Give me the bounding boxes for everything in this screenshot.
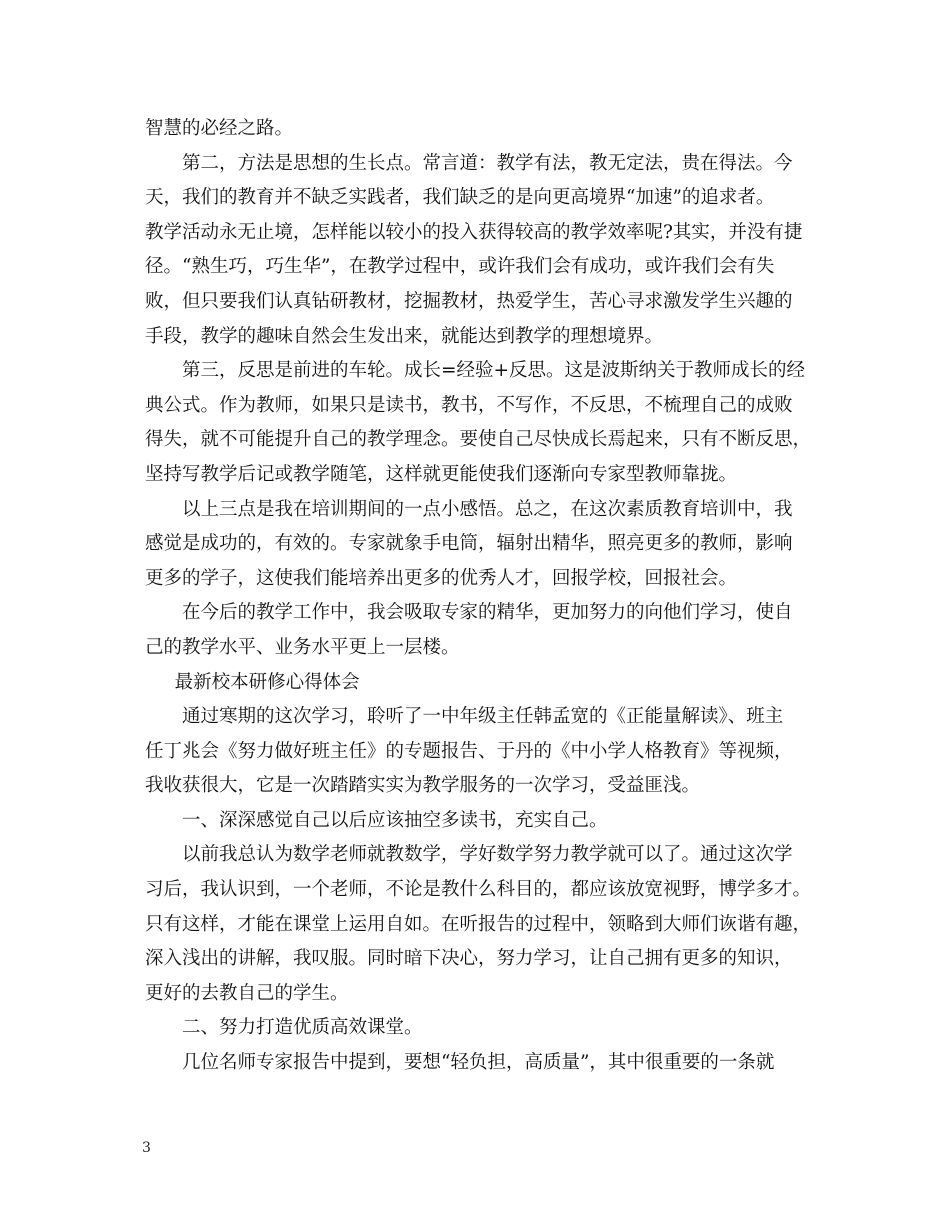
text-line: 败，但只要我们认真钻研教材，挖掘教材，热爱学生，苦心寻求激发学生兴趣的: [145, 290, 793, 312]
text-line: 我收获很大，它是一次踏踏实实为教学服务的一次学习，受益匪浅。: [145, 775, 701, 797]
text-line: 智慧的必经之路。: [145, 118, 294, 139]
text-line: 天，我们的教育并不缺乏实践者，我们缺乏的是向更高境界“加速”的追求者。: [145, 187, 775, 209]
document-body: [145, 112, 825, 1081]
text-line: 习后，我认识到，一个老师，不论是教什么科目的，都应该放宽视野，博学多才。: [145, 879, 812, 901]
text-line: 任丁兆会《努力做好班主任》的专题报告、于丹的《中小学人格教育》等视频，: [145, 740, 793, 762]
text-line: 手段，教学的趣味自然会生发出来，就能达到教学的理想境界。: [145, 325, 664, 347]
text-line: 更多的学子，这使我们能培养出更多的优秀人才，回报学校，回报社会。: [145, 567, 738, 589]
text-line: 径。“熟生巧，巧生华”，在教学过程中，或许我们会有成功，或许我们会有失: [145, 256, 775, 278]
text-line: 在今后的教学工作中，我会吸取专家的精华，更加努力的向他们学习，使自: [182, 602, 793, 624]
section-heading: 一、深深感觉自己以后应该抽空多读书，充实自己。: [182, 809, 608, 831]
text-line: 第二，方法是思想的生长点。常言道：教学有法，教无定法，贵在得法。今: [182, 152, 793, 174]
page-number: 3: [142, 1140, 151, 1156]
text-line: 通过寒期的这次学习，聆听了一中年级主任韩孟宽的《正能量解读》、班主: [182, 706, 784, 728]
text-line: 得失，就不可能提升自己的教学理念。要使自己尽快成长焉起来，只有不断反思，: [145, 429, 812, 451]
text-line: 坚持写教学后记或教学随笔，这样就更能使我们逐渐向专家型教师靠拢。: [145, 463, 738, 485]
text-line: 第三，反思是前进的车轮。成长=经验+反思。这是波斯纳关于教师成长的经: [182, 360, 806, 382]
section-title: 最新校本研修心得体会: [174, 671, 360, 693]
text-line: 感觉是成功的，有效的。专家就象手电筒，辐射出精华，照亮更多的教师，影响: [145, 533, 793, 555]
text-line: 以上三点是我在培训期间的一点小感悟。总之，在这次素质教育培训中，我: [182, 498, 793, 520]
text-line: 只有这样，才能在课堂上运用自如。在听报告的过程中，领略到大师们诙谐有趣，: [145, 913, 812, 935]
text-line: 以前我总认为数学老师就教数学，学好数学努力教学就可以了。通过这次学: [182, 844, 793, 866]
text-line: 典公式。作为教师，如果只是读书，教书，不写作，不反思，不梳理自己的成败: [145, 394, 793, 416]
text-line: 深入浅出的讲解，我叹服。同时暗下决心，努力学习，让自己拥有更多的知识，: [145, 948, 793, 970]
text-line: 更好的去教自己的学生。: [145, 982, 349, 1004]
text-line: 己的教学水平、业务水平更上一层楼。: [145, 636, 460, 658]
text-line: 几位名师专家报告中提到，要想“轻负担，高质量”，其中很重要的一条就: [182, 1052, 775, 1074]
section-heading: 二、努力打造优质高效课堂。: [182, 1017, 423, 1039]
text-line: 教学活动永无止境，怎样能以较小的投入获得较高的教学效率呢?其实，并没有捷: [145, 221, 803, 243]
